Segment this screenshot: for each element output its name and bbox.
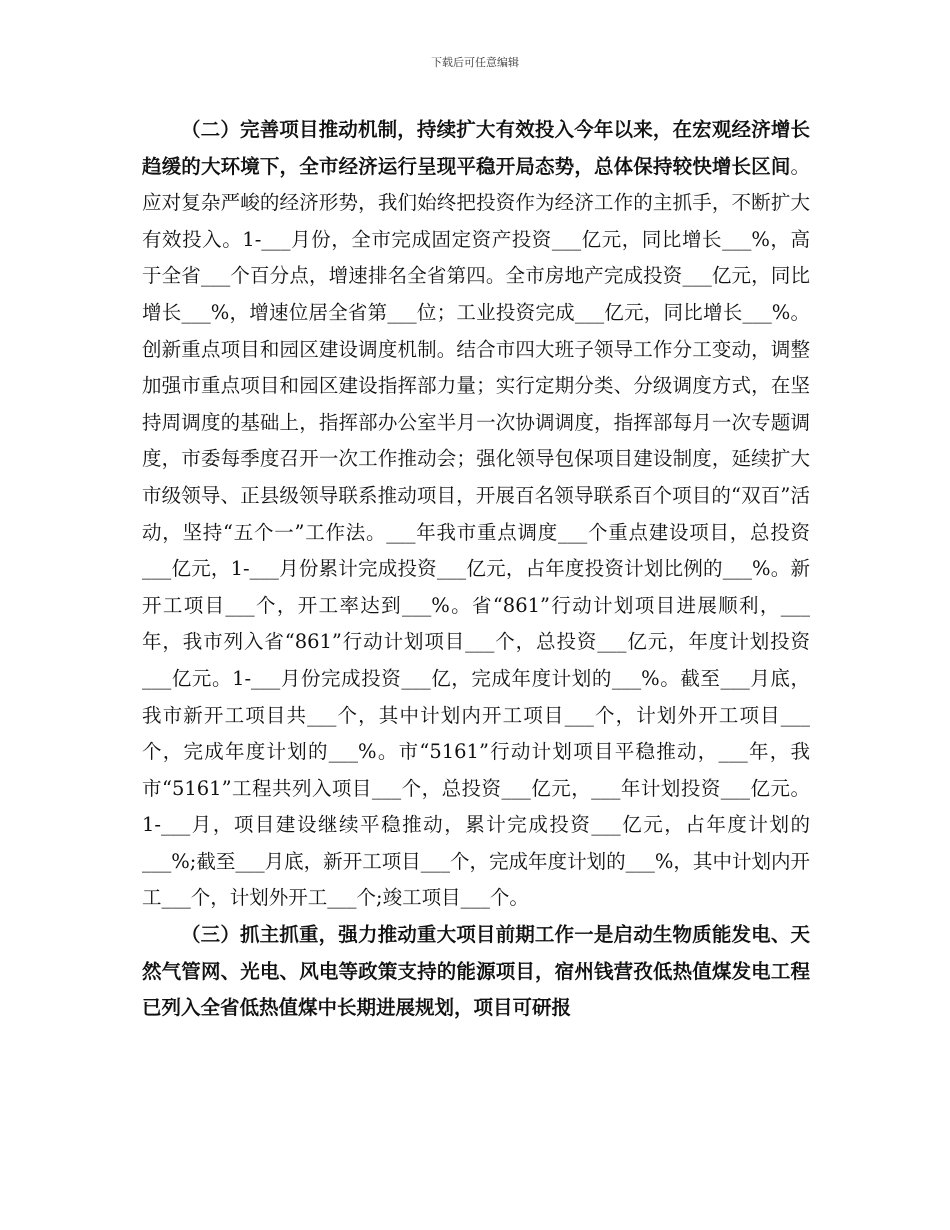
paragraph-major-projects <box>142 917 810 1027</box>
paragraph-heading: （二）完善项目推动机制，持续扩大有效投入今年以来，在宏观经济增长趋缓的大环境下，全市经济运行呈现平稳开局态势，总体保持较快增长区间 <box>142 118 810 178</box>
document-body <box>142 112 810 1027</box>
paragraph-heading: （三）抓主抓重，强力推动重大项目前期工作一是启动生物质能发电、天然气管网、光电、风电等政策支持的能源项目，宿州钱营孜低热值煤发电工程已列入全省低热值煤中长期进展规划，项目可研报 <box>142 923 810 1020</box>
paragraph-investment <box>142 112 810 917</box>
page-header-note: 下载后可任意编辑 <box>431 56 519 69</box>
paragraph-text: 。应对复杂严峻的经济形势，我们始终把投资作为经济工作的主抓手，不断扩大有效投入。1-___月份，全市完成固定资产投资___亿元，同比增长___%，高于全省___个百分点，增速排名全省第四。全市房地产完成投资___亿元，同比增长___%，增速位居全省第___位；工业投资完成___亿元，同比增长___%。创新重点项目和园区建设调度机制。结合市四大班子领导工作分工变动，调整加强市重点项目和园区建设指挥部力量；实行定期分类、分级调度方式，在坚持周调度的基础上，指挥部办公室半月一次协调调度，指挥部每月一次专题调度，市委每季度召开一次工作推动会；强化领导包保项目建设制度，延续扩大市级领导、正县级领导联系推动项目，开展百名领导联系百个项目的“双百”活动，坚持“五个一”工作法。___年我市重点调度___个重点建设项目，总投资___亿元，1-___月份累计完成投资___亿元，占年度投资计划比例的___%。新开工项目___个，开工率达到___%。省“861”行动计划项目进展顺利，___年，我市列入省“861”行动计划项目___个，总投资___亿元，年度计划投资___亿元。1-___月份完成投资___亿，完成年度计划的___%。截至___月底，我市新开工项目共___个，其中计划内开工项目___个，计划外开工项目___个，完成年度计划的___%。市“5161”行动计划项目平稳推动，___年，我市“5161”工程共列入项目___个，总投资___亿元，___年计划投资___亿元。1-___月，项目建设继续平稳推动，累计完成投资___亿元，占年度计划的___%;截至___月底，新开工项目___个，完成年度计划的___%，其中计划内开工___个，计划外开工___个;竣工项目___个。 <box>142 154 810 910</box>
